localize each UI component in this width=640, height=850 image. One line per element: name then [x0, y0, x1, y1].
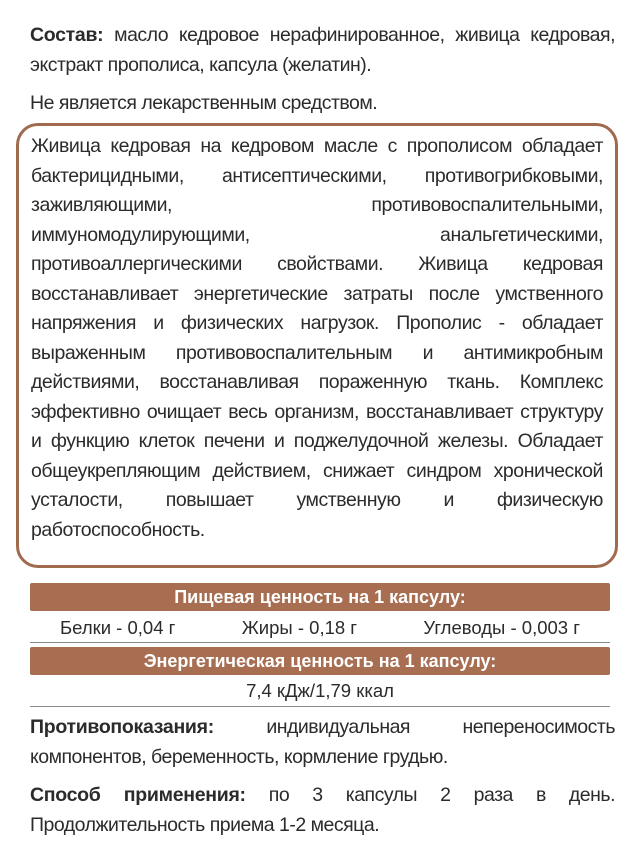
usage-label: Способ применения: [30, 784, 246, 806]
fats-value: Жиры - 0,18 г [241, 617, 358, 638]
energy-value: 7,4 кДж/1,79 ккал [246, 680, 394, 701]
divider [30, 642, 610, 643]
usage-paragraph [30, 780, 615, 840]
nutrition-header: Пищевая ценность на 1 капсулу: [30, 583, 610, 611]
carbs-value: Углеводы - 0,003 г [423, 617, 580, 638]
proteins-value: Белки - 0,04 г [60, 617, 176, 638]
contraindications-paragraph [30, 712, 615, 772]
description-frame [16, 123, 618, 568]
nutrients-row [30, 614, 610, 642]
description-text: Живица кедровая на кедровом масле с прополисом обладает бактерицидными, антисептическими, противогрибковыми, заживляющими, противовоспалительными, иммуномодулирующими, анальгетическими, противоаллергическими свойствами. Живица кедровая восстанавливает энергетические затраты после умственного напряжения и физических нагрузок. Прополис - обладает выраженным противовоспалительным и антимикробным действиями, восстанавливая пораженную ткань. Комплекс эффективно очищает весь организм, восстанавливает структуру и функцию клеток печени и поджелудочной железы. Обладает общеукрепляющим действием, снижает синдром хронической усталости, повышает умственную и физическую работоспособность. [31, 135, 603, 541]
composition-label: Состав: [30, 24, 104, 46]
composition-paragraph [30, 20, 615, 80]
disclaimer-text: Не является лекарственным средством. [30, 92, 378, 114]
composition-text: масло кедровое нерафинированное, живица кедровая, экстракт прополиса, капсула (желатин). [30, 24, 615, 76]
contraindications-text: индивидуальная непереносимость компонентов, беременность, кормление грудью. [30, 716, 615, 768]
contraindications-label: Противопоказания: [30, 716, 214, 738]
divider [30, 706, 610, 707]
energy-header: Энергетическая ценность на 1 капсулу: [30, 647, 610, 675]
usage-text: по 3 капсулы 2 раза в день. Продолжительность приема 1-2 месяца. [30, 784, 615, 836]
